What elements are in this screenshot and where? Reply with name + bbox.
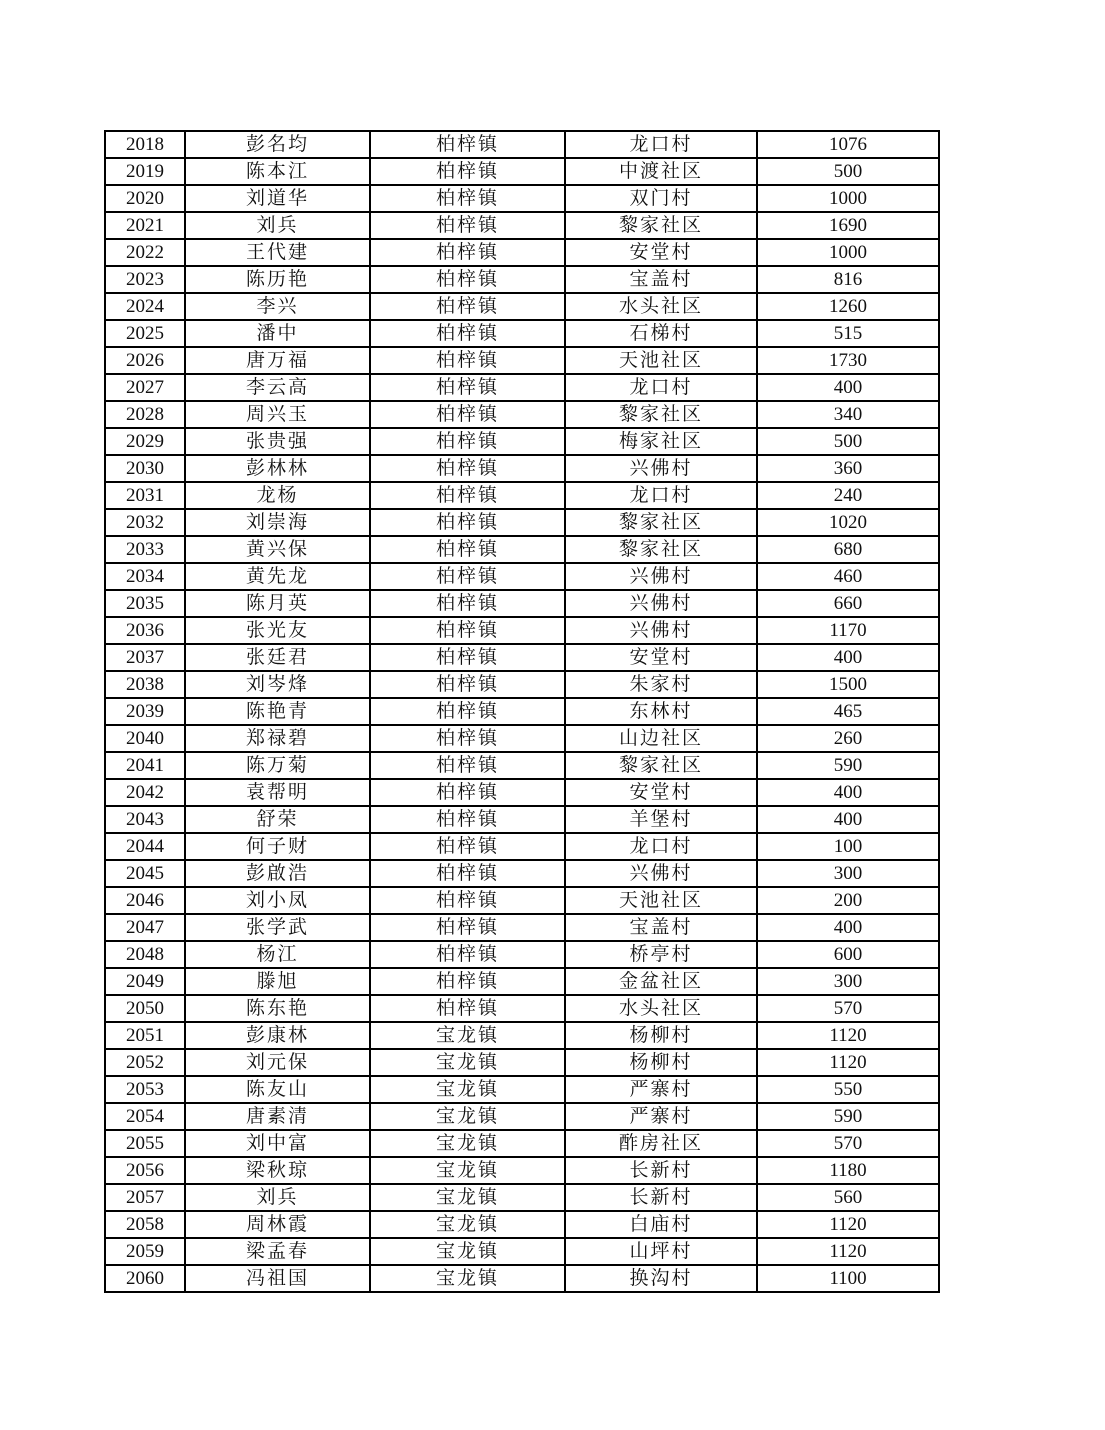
- cell-amount: 240: [757, 482, 939, 509]
- cell-name: 李云高: [185, 374, 370, 401]
- cell-town: 宝龙镇: [370, 1184, 565, 1211]
- cell-name: 刘岑烽: [185, 671, 370, 698]
- cell-amount: 500: [757, 158, 939, 185]
- cell-name: 陈友山: [185, 1076, 370, 1103]
- cell-id: 2029: [105, 428, 185, 455]
- table-row: [105, 833, 939, 860]
- cell-town: 宝龙镇: [370, 1238, 565, 1265]
- cell-village: 酢房社区: [565, 1130, 757, 1157]
- cell-id: 2044: [105, 833, 185, 860]
- cell-name: 杨江: [185, 941, 370, 968]
- table-row: [105, 455, 939, 482]
- cell-town: 柏梓镇: [370, 698, 565, 725]
- cell-village: 长新村: [565, 1157, 757, 1184]
- table-row: [105, 428, 939, 455]
- cell-id: 2028: [105, 401, 185, 428]
- cell-id: 2059: [105, 1238, 185, 1265]
- cell-amount: 460: [757, 563, 939, 590]
- cell-id: 2047: [105, 914, 185, 941]
- cell-name: 梁孟春: [185, 1238, 370, 1265]
- cell-village: 东林村: [565, 698, 757, 725]
- cell-amount: 550: [757, 1076, 939, 1103]
- table-row: [105, 1049, 939, 1076]
- cell-town: 柏梓镇: [370, 644, 565, 671]
- table-row: [105, 671, 939, 698]
- cell-town: 宝龙镇: [370, 1157, 565, 1184]
- cell-name: 唐万福: [185, 347, 370, 374]
- cell-village: 兴佛村: [565, 590, 757, 617]
- table-row: [105, 644, 939, 671]
- cell-name: 周林霞: [185, 1211, 370, 1238]
- cell-id: 2021: [105, 212, 185, 239]
- cell-village: 严寨村: [565, 1103, 757, 1130]
- cell-village: 天池社区: [565, 887, 757, 914]
- table-row: [105, 914, 939, 941]
- cell-amount: 400: [757, 779, 939, 806]
- table-row: [105, 536, 939, 563]
- cell-town: 柏梓镇: [370, 509, 565, 536]
- cell-amount: 400: [757, 374, 939, 401]
- cell-town: 柏梓镇: [370, 131, 565, 158]
- cell-village: 黎家社区: [565, 536, 757, 563]
- cell-village: 朱家村: [565, 671, 757, 698]
- cell-amount: 1120: [757, 1211, 939, 1238]
- cell-id: 2032: [105, 509, 185, 536]
- table-row: [105, 1022, 939, 1049]
- cell-id: 2040: [105, 725, 185, 752]
- table-row: [105, 590, 939, 617]
- cell-amount: 465: [757, 698, 939, 725]
- cell-id: 2055: [105, 1130, 185, 1157]
- cell-village: 杨柳村: [565, 1022, 757, 1049]
- table-row: [105, 1265, 939, 1292]
- cell-village: 白庙村: [565, 1211, 757, 1238]
- cell-id: 2020: [105, 185, 185, 212]
- cell-id: 2051: [105, 1022, 185, 1049]
- cell-id: 2053: [105, 1076, 185, 1103]
- cell-name: 李兴: [185, 293, 370, 320]
- cell-village: 黎家社区: [565, 752, 757, 779]
- cell-amount: 1100: [757, 1265, 939, 1292]
- cell-id: 2052: [105, 1049, 185, 1076]
- cell-town: 宝龙镇: [370, 1049, 565, 1076]
- cell-town: 柏梓镇: [370, 482, 565, 509]
- cell-name: 黄兴保: [185, 536, 370, 563]
- cell-village: 宝盖村: [565, 914, 757, 941]
- table-row: [105, 347, 939, 374]
- cell-name: 何子财: [185, 833, 370, 860]
- cell-town: 宝龙镇: [370, 1130, 565, 1157]
- cell-village: 龙口村: [565, 482, 757, 509]
- cell-id: 2045: [105, 860, 185, 887]
- cell-village: 水头社区: [565, 293, 757, 320]
- cell-id: 2019: [105, 158, 185, 185]
- cell-id: 2054: [105, 1103, 185, 1130]
- cell-village: 黎家社区: [565, 509, 757, 536]
- cell-amount: 300: [757, 968, 939, 995]
- cell-amount: 400: [757, 914, 939, 941]
- table-row: [105, 1184, 939, 1211]
- table-row: [105, 293, 939, 320]
- cell-amount: 1690: [757, 212, 939, 239]
- cell-village: 兴佛村: [565, 563, 757, 590]
- cell-name: 刘崇海: [185, 509, 370, 536]
- table-row: [105, 1157, 939, 1184]
- table-row: [105, 212, 939, 239]
- cell-id: 2037: [105, 644, 185, 671]
- cell-town: 宝龙镇: [370, 1022, 565, 1049]
- cell-amount: 340: [757, 401, 939, 428]
- cell-town: 柏梓镇: [370, 887, 565, 914]
- cell-village: 双门村: [565, 185, 757, 212]
- table-row: [105, 887, 939, 914]
- table-row: [105, 617, 939, 644]
- cell-name: 刘小凤: [185, 887, 370, 914]
- cell-town: 柏梓镇: [370, 455, 565, 482]
- cell-amount: 1180: [757, 1157, 939, 1184]
- table-row: [105, 1211, 939, 1238]
- cell-name: 刘元保: [185, 1049, 370, 1076]
- cell-amount: 360: [757, 455, 939, 482]
- cell-village: 金盆社区: [565, 968, 757, 995]
- cell-id: 2058: [105, 1211, 185, 1238]
- table-row: [105, 752, 939, 779]
- table-row: [105, 806, 939, 833]
- cell-amount: 1120: [757, 1238, 939, 1265]
- cell-name: 龙杨: [185, 482, 370, 509]
- cell-id: 2025: [105, 320, 185, 347]
- cell-name: 彭林林: [185, 455, 370, 482]
- table-row: [105, 509, 939, 536]
- table-row: [105, 968, 939, 995]
- cell-name: 张学武: [185, 914, 370, 941]
- cell-amount: 200: [757, 887, 939, 914]
- cell-name: 刘兵: [185, 1184, 370, 1211]
- cell-name: 陈本江: [185, 158, 370, 185]
- cell-village: 梅家社区: [565, 428, 757, 455]
- cell-name: 刘道华: [185, 185, 370, 212]
- table-row: [105, 1103, 939, 1130]
- cell-amount: 560: [757, 1184, 939, 1211]
- table-row: [105, 131, 939, 158]
- cell-id: 2033: [105, 536, 185, 563]
- cell-town: 柏梓镇: [370, 212, 565, 239]
- cell-id: 2036: [105, 617, 185, 644]
- cell-town: 柏梓镇: [370, 428, 565, 455]
- cell-id: 2023: [105, 266, 185, 293]
- cell-town: 柏梓镇: [370, 239, 565, 266]
- cell-id: 2060: [105, 1265, 185, 1292]
- cell-amount: 1260: [757, 293, 939, 320]
- cell-name: 梁秋琼: [185, 1157, 370, 1184]
- cell-village: 换沟村: [565, 1265, 757, 1292]
- cell-name: 刘兵: [185, 212, 370, 239]
- cell-town: 柏梓镇: [370, 617, 565, 644]
- cell-town: 柏梓镇: [370, 779, 565, 806]
- cell-village: 兴佛村: [565, 617, 757, 644]
- cell-village: 羊堡村: [565, 806, 757, 833]
- cell-town: 宝龙镇: [370, 1076, 565, 1103]
- cell-amount: 590: [757, 752, 939, 779]
- cell-name: 王代建: [185, 239, 370, 266]
- cell-id: 2022: [105, 239, 185, 266]
- cell-town: 柏梓镇: [370, 374, 565, 401]
- cell-amount: 300: [757, 860, 939, 887]
- cell-town: 宝龙镇: [370, 1265, 565, 1292]
- cell-name: 彭名均: [185, 131, 370, 158]
- cell-town: 柏梓镇: [370, 185, 565, 212]
- cell-name: 舒荣: [185, 806, 370, 833]
- cell-amount: 500: [757, 428, 939, 455]
- table-row: [105, 1076, 939, 1103]
- cell-id: 2031: [105, 482, 185, 509]
- cell-town: 柏梓镇: [370, 563, 565, 590]
- cell-id: 2042: [105, 779, 185, 806]
- table-row: [105, 725, 939, 752]
- cell-town: 柏梓镇: [370, 752, 565, 779]
- cell-town: 柏梓镇: [370, 347, 565, 374]
- cell-id: 2035: [105, 590, 185, 617]
- cell-id: 2018: [105, 131, 185, 158]
- cell-name: 陈艳青: [185, 698, 370, 725]
- table-row: [105, 266, 939, 293]
- cell-town: 柏梓镇: [370, 590, 565, 617]
- table-row: [105, 698, 939, 725]
- cell-village: 杨柳村: [565, 1049, 757, 1076]
- cell-name: 周兴玉: [185, 401, 370, 428]
- cell-amount: 1500: [757, 671, 939, 698]
- cell-town: 柏梓镇: [370, 320, 565, 347]
- cell-amount: 570: [757, 1130, 939, 1157]
- cell-name: 潘中: [185, 320, 370, 347]
- table-row: [105, 1130, 939, 1157]
- cell-name: 张光友: [185, 617, 370, 644]
- cell-village: 龙口村: [565, 833, 757, 860]
- cell-village: 兴佛村: [565, 455, 757, 482]
- cell-name: 陈历艳: [185, 266, 370, 293]
- cell-town: 柏梓镇: [370, 536, 565, 563]
- cell-village: 兴佛村: [565, 860, 757, 887]
- cell-amount: 260: [757, 725, 939, 752]
- cell-village: 水头社区: [565, 995, 757, 1022]
- cell-amount: 1120: [757, 1022, 939, 1049]
- cell-town: 柏梓镇: [370, 914, 565, 941]
- cell-id: 2038: [105, 671, 185, 698]
- cell-town: 柏梓镇: [370, 833, 565, 860]
- cell-amount: 1076: [757, 131, 939, 158]
- cell-name: 刘中富: [185, 1130, 370, 1157]
- table-row: [105, 239, 939, 266]
- cell-amount: 1170: [757, 617, 939, 644]
- table-row: [105, 374, 939, 401]
- cell-village: 宝盖村: [565, 266, 757, 293]
- cell-town: 柏梓镇: [370, 671, 565, 698]
- cell-amount: 1000: [757, 239, 939, 266]
- cell-town: 柏梓镇: [370, 806, 565, 833]
- cell-village: 黎家社区: [565, 401, 757, 428]
- cell-town: 柏梓镇: [370, 158, 565, 185]
- cell-town: 柏梓镇: [370, 266, 565, 293]
- table-row: [105, 941, 939, 968]
- cell-amount: 100: [757, 833, 939, 860]
- table-row: [105, 860, 939, 887]
- cell-village: 安堂村: [565, 644, 757, 671]
- cell-name: 彭啟浩: [185, 860, 370, 887]
- cell-id: 2041: [105, 752, 185, 779]
- cell-amount: 590: [757, 1103, 939, 1130]
- cell-id: 2046: [105, 887, 185, 914]
- cell-village: 安堂村: [565, 779, 757, 806]
- cell-id: 2057: [105, 1184, 185, 1211]
- cell-id: 2043: [105, 806, 185, 833]
- cell-name: 陈东艳: [185, 995, 370, 1022]
- cell-town: 宝龙镇: [370, 1103, 565, 1130]
- cell-id: 2049: [105, 968, 185, 995]
- table-row: [105, 995, 939, 1022]
- cell-village: 中渡社区: [565, 158, 757, 185]
- cell-amount: 400: [757, 644, 939, 671]
- cell-village: 严寨村: [565, 1076, 757, 1103]
- table-row: [105, 320, 939, 347]
- cell-name: 滕旭: [185, 968, 370, 995]
- cell-id: 2024: [105, 293, 185, 320]
- cell-amount: 1000: [757, 185, 939, 212]
- cell-village: 龙口村: [565, 374, 757, 401]
- cell-id: 2050: [105, 995, 185, 1022]
- cell-id: 2030: [105, 455, 185, 482]
- cell-name: 黄先龙: [185, 563, 370, 590]
- table-row: [105, 563, 939, 590]
- cell-id: 2048: [105, 941, 185, 968]
- cell-amount: 515: [757, 320, 939, 347]
- cell-id: 2039: [105, 698, 185, 725]
- cell-town: 柏梓镇: [370, 968, 565, 995]
- cell-amount: 816: [757, 266, 939, 293]
- cell-amount: 1020: [757, 509, 939, 536]
- cell-village: 龙口村: [565, 131, 757, 158]
- cell-town: 柏梓镇: [370, 860, 565, 887]
- cell-name: 张廷君: [185, 644, 370, 671]
- cell-village: 石梯村: [565, 320, 757, 347]
- cell-amount: 570: [757, 995, 939, 1022]
- cell-name: 陈月英: [185, 590, 370, 617]
- cell-town: 柏梓镇: [370, 941, 565, 968]
- cell-village: 天池社区: [565, 347, 757, 374]
- cell-village: 山坪村: [565, 1238, 757, 1265]
- cell-id: 2034: [105, 563, 185, 590]
- table-row: [105, 482, 939, 509]
- cell-town: 宝龙镇: [370, 1211, 565, 1238]
- cell-name: 张贵强: [185, 428, 370, 455]
- cell-town: 柏梓镇: [370, 401, 565, 428]
- cell-village: 安堂村: [565, 239, 757, 266]
- cell-village: 长新村: [565, 1184, 757, 1211]
- cell-name: 彭康林: [185, 1022, 370, 1049]
- cell-town: 柏梓镇: [370, 725, 565, 752]
- cell-id: 2026: [105, 347, 185, 374]
- roster-table-body: [105, 131, 939, 1292]
- cell-village: 黎家社区: [565, 212, 757, 239]
- cell-amount: 1730: [757, 347, 939, 374]
- cell-village: 山边社区: [565, 725, 757, 752]
- table-row: [105, 779, 939, 806]
- roster-table: [104, 130, 940, 1293]
- cell-name: 唐素清: [185, 1103, 370, 1130]
- table-row: [105, 158, 939, 185]
- cell-amount: 600: [757, 941, 939, 968]
- cell-name: 郑禄碧: [185, 725, 370, 752]
- cell-town: 柏梓镇: [370, 995, 565, 1022]
- cell-name: 陈万菊: [185, 752, 370, 779]
- cell-name: 袁帮明: [185, 779, 370, 806]
- table-row: [105, 185, 939, 212]
- cell-amount: 1120: [757, 1049, 939, 1076]
- table-row: [105, 401, 939, 428]
- table-row: [105, 1238, 939, 1265]
- cell-amount: 660: [757, 590, 939, 617]
- cell-id: 2027: [105, 374, 185, 401]
- cell-town: 柏梓镇: [370, 293, 565, 320]
- cell-amount: 400: [757, 806, 939, 833]
- cell-amount: 680: [757, 536, 939, 563]
- cell-name: 冯祖国: [185, 1265, 370, 1292]
- cell-village: 桥亭村: [565, 941, 757, 968]
- cell-id: 2056: [105, 1157, 185, 1184]
